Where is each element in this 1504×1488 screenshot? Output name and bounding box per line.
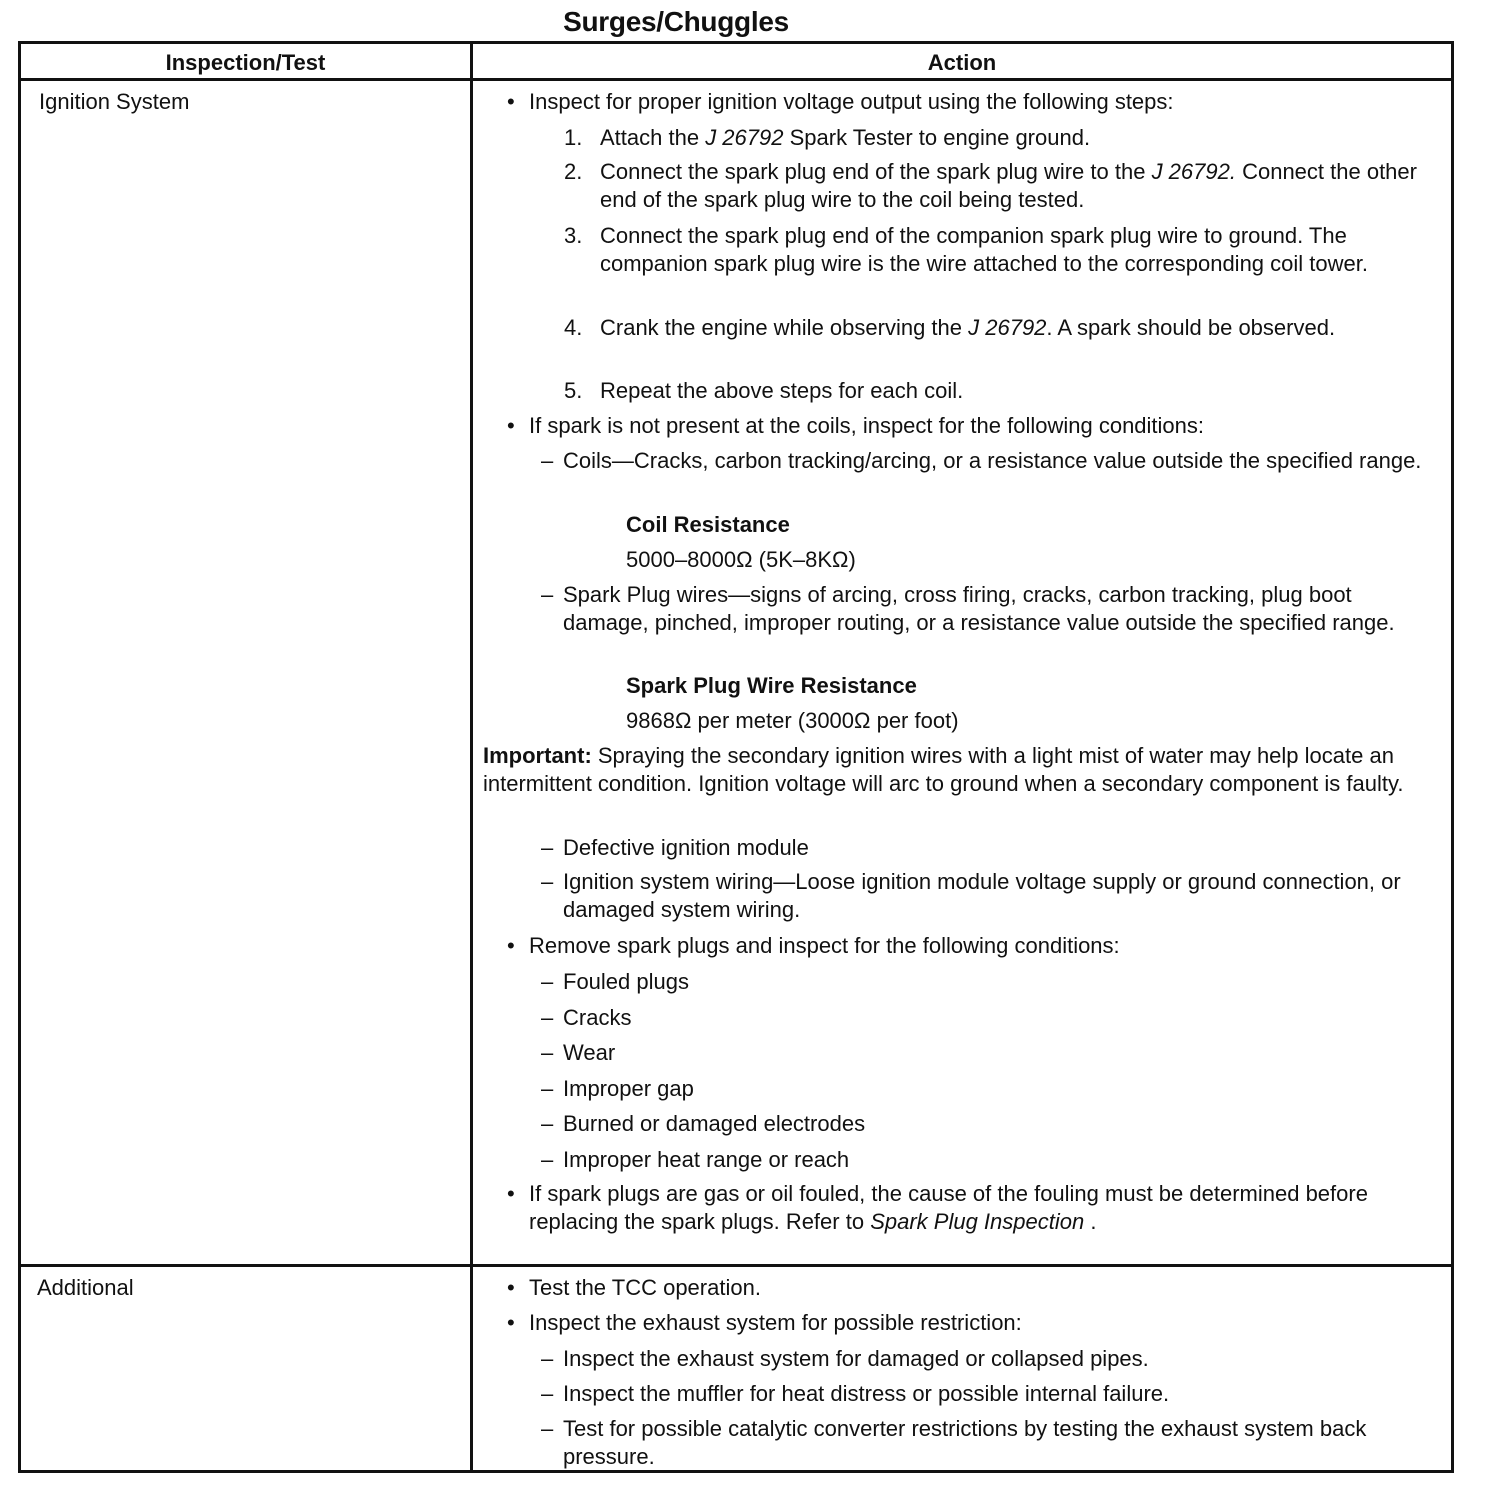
- header-action: Action: [927, 50, 997, 75]
- wire-resistance-value: 9868Ω per meter (3000Ω per foot): [626, 708, 959, 733]
- list-item: • If spark is not present at the coils, inspect for the following conditions:: [507, 413, 1205, 438]
- bullet-icon: •: [507, 933, 515, 958]
- page-title: Surges/Chuggles: [563, 6, 789, 37]
- sub-item: – Improper heat range or reach: [541, 1147, 850, 1172]
- row-divider: [21, 1264, 1451, 1267]
- step-item: 3. Connect the spark plug end of the companion spark plug wire to ground. The companion spark plug wire is the wire attached to the corresponding coil tower.: [564, 223, 1368, 276]
- bullet-icon: •: [507, 1310, 515, 1335]
- bullet-icon: •: [507, 1275, 515, 1300]
- header-inspection-test: Inspection/Test: [165, 50, 326, 75]
- bullet-icon: •: [507, 89, 515, 114]
- coil-resistance-label: Coil Resistance: [626, 512, 790, 537]
- list-item: • Inspect the exhaust system for possible restriction:: [507, 1310, 1022, 1335]
- sub-item: – Improper gap: [541, 1076, 694, 1101]
- sub-item: – Test for possible catalytic converter restrictions by testing the exhaust system back pressure.: [541, 1416, 1367, 1469]
- sub-item: – Defective ignition module: [541, 835, 809, 860]
- row-label-additional: Additional: [37, 1275, 134, 1300]
- column-divider: [470, 44, 473, 1470]
- important-note: Important: Spraying the secondary ignition wires with a light mist of water may help locate an intermittent condition. Ignition voltage will arc to ground when a secondary component is faulty.: [483, 743, 1404, 796]
- wire-resistance-label: Spark Plug Wire Resistance: [626, 673, 917, 698]
- row-label-ignition-system: Ignition System: [39, 89, 190, 114]
- sub-item: – Ignition system wiring—Loose ignition module voltage supply or ground connection, or damaged system wiring.: [541, 869, 1401, 922]
- sub-item: – Fouled plugs: [541, 969, 689, 994]
- list-item: • Inspect for proper ignition voltage output using the following steps:: [507, 89, 1174, 114]
- list-item: • Remove spark plugs and inspect for the following conditions:: [507, 933, 1120, 958]
- sub-item: – Inspect the muffler for heat distress or possible internal failure.: [541, 1381, 1170, 1406]
- sub-item: – Cracks: [541, 1005, 632, 1030]
- step-item: 2. Connect the spark plug end of the spark plug wire to the J 26792. Connect the other end of the spark plug wire to the coil being tested.: [564, 159, 1417, 212]
- step-item: 5. Repeat the above steps for each coil.: [564, 378, 964, 403]
- coil-resistance-value: 5000–8000Ω (5K–8KΩ): [626, 547, 856, 572]
- list-item: • Test the TCC operation.: [507, 1275, 761, 1300]
- sub-item: – Wear: [541, 1040, 616, 1065]
- sub-item: – Inspect the exhaust system for damaged or collapsed pipes.: [541, 1346, 1149, 1371]
- sub-item: – Burned or damaged electrodes: [541, 1111, 866, 1136]
- sub-item: – Spark Plug wires—signs of arcing, cross firing, cracks, carbon tracking, plug boot damage, pinched, improper routing, or a resistance value outside the specified range.: [541, 582, 1395, 635]
- list-item: • If spark plugs are gas or oil fouled, the cause of the fouling must be determined before replacing the spark plugs. Refer to Spark Plug Inspection .: [507, 1181, 1368, 1234]
- step-item: 4. Crank the engine while observing the J 26792. A spark should be observed.: [564, 315, 1336, 340]
- bullet-icon: •: [507, 1181, 515, 1206]
- sub-item: – Coils—Cracks, carbon tracking/arcing, or a resistance value outside the specified range.: [541, 448, 1422, 473]
- bullet-icon: •: [507, 413, 515, 438]
- step-item: 1. Attach the J 26792 Spark Tester to engine ground.: [564, 125, 1091, 150]
- diagnostic-table: [18, 41, 1454, 1473]
- spark-plug-inspection-reference[interactable]: Spark Plug Inspection: [870, 1209, 1085, 1234]
